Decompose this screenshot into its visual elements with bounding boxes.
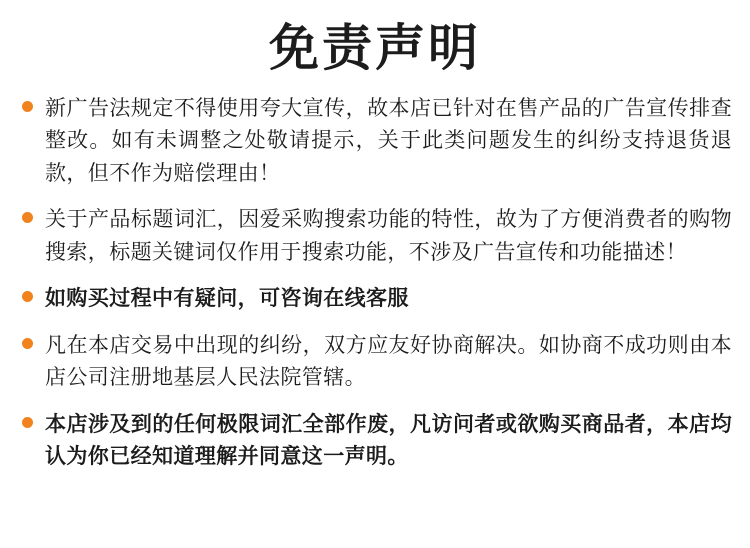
dot-bullet-icon [22, 101, 33, 112]
page-title: 免责声明 [269, 19, 481, 77]
dot-bullet-icon [22, 212, 33, 223]
dot-bullet-icon [22, 338, 33, 349]
list-item [22, 408, 732, 473]
disclaimer-list [18, 92, 732, 473]
dot-bullet-icon [22, 291, 33, 302]
dot-bullet-icon [22, 417, 33, 428]
list-item [22, 92, 732, 190]
list-item [22, 282, 732, 315]
list-item-text: 本店涉及到的任何极限词汇全部作废，凡访问者或欲购买商品者，本店均认为你已经知道理解并同意这一声明。 [45, 411, 732, 469]
list-item-text: 新广告法规定不得使用夸大宣传，故本店已针对在售产品的广告宣传排查整改。如有未调整之处敬请提示，关于此类问题发生的纠纷支持退货退款，但不作为赔偿理由！ [45, 95, 732, 185]
list-item-text: 如购买过程中有疑问，可咨询在线客服 [45, 286, 409, 311]
list-item [22, 203, 732, 268]
list-item-text: 关于产品标题词汇，因爱采购搜索功能的特性，故为了方便消费者的购物搜索，标题关键词仅作用于搜索功能，不涉及广告宣传和功能描述！ [45, 207, 732, 264]
list-item [22, 329, 732, 394]
list-item-text: 凡在本店交易中出现的纠纷，双方应友好协商解决。如协商不成功则由本店公司注册地基层人民法院管辖。 [45, 332, 732, 390]
